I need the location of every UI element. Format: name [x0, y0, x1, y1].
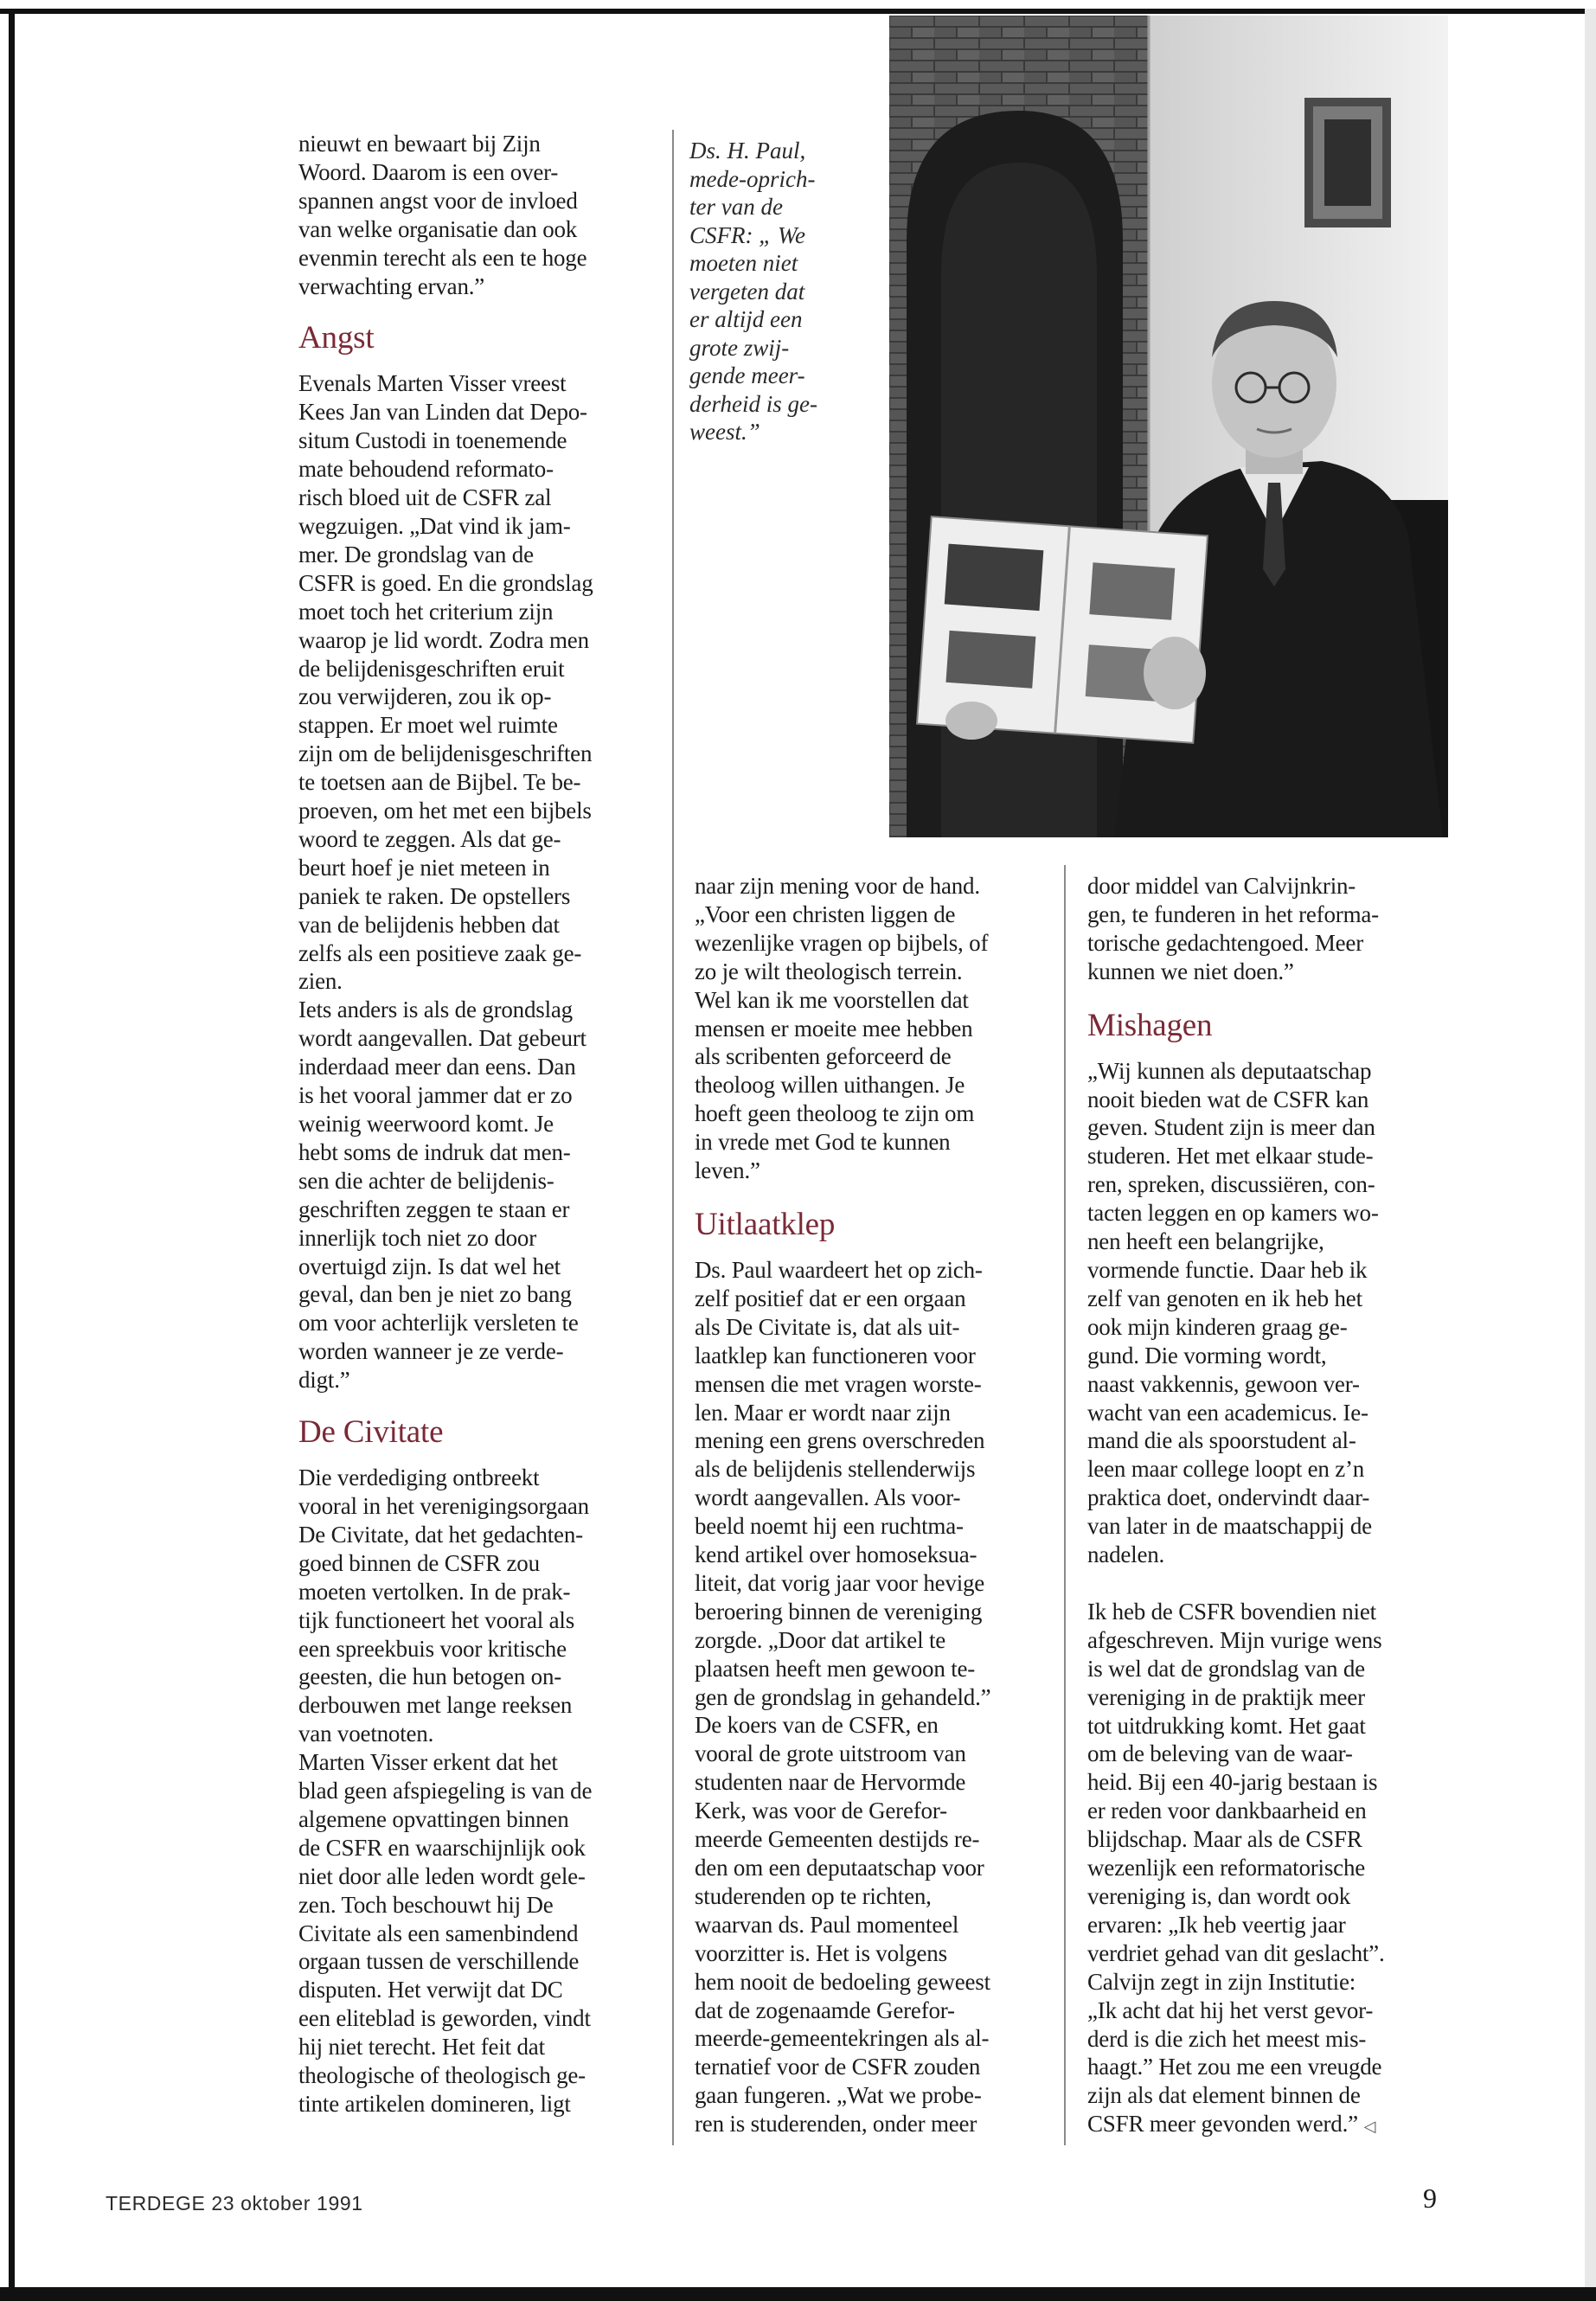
col3-paragraph-1: door middel van Calvijnkrin- gen, te funderen in het reforma- torische gedachtengoed. Meer kunnen we niet doen.” [1087, 873, 1379, 984]
portrait-photo [889, 16, 1448, 837]
heading-angst: Angst [298, 320, 375, 356]
portrait-photo-illustration [889, 16, 1448, 837]
photo-caption: Ds. H. Paul, mede-oprich- ter van de CSFR: „ We moeten niet vergeten dat er altijd een grote zwij- gende meer- derheid is ge- weest.” [689, 138, 817, 445]
col1-intro-paragraph: nieuwt en bewaart bij Zijn Woord. Daarom is een over- spannen angst voor de invloed van welke organisatie dan ook evenmin terecht als een te hoge verwachting ervan.” [298, 131, 587, 299]
col3-paragraph-2: „Wij kunnen als deputaatschap nooit bieden wat de CSFR kan geven. Student zijn is meer dan studeren. Het met elkaar stude- ren, spreken, discussiëren, con- tacten leggen en op kamers wo- nen heeft een belangrijke, vormende functie. Daar heb ik zelf van genoten en ik heb het ook mijn kinderen graag ge- gund. Die vorming wordt, naast vakkennis, gewoon ver- wacht van een academicus. Ie- mand die als spoorstudent al- leen maar college loopt en z’n praktica doet, ondervindt daar- van later in de maatschappij de nadelen. [1087, 1057, 1379, 1568]
page-number: 9 [1423, 2182, 1437, 2214]
col3-paragraph-3-text: Ik heb de CSFR bovendien niet afgeschreven. Mijn vurige wens is wel dat de grondslag van de vereniging in de praktijk meer tot uitdrukking komt. Het gaat om de beleving van de waar- heid. Bij een 40-jarig bestaan is er reden voor dankbaarheid en blijdschap. Maar als de CSFR wezenlijk een reformatorische vereniging is, dan wordt ook ervaren: „Ik heb veertig jaar verdriet gehad van dit geslacht”. Calvijn zegt in zijn Institutie: „Ik acht dat hij het verst gevor- derd is die zich het meest mis- haagt.” Het zou me een vreugde zijn als dat element binnen de CSFR meer gevonden werd.” [1087, 1598, 1385, 2138]
end-of-article-mark: ◁ [1363, 2118, 1376, 2136]
page-border-top [0, 9, 1596, 14]
page-border-left [9, 9, 15, 2292]
col3-paragraph-3 [1087, 1598, 1451, 2141]
page-border-bottom [0, 2287, 1596, 2301]
publication-footer: TERDEGE 23 oktober 1991 [106, 2192, 363, 2214]
column-2 [695, 872, 1058, 2138]
heading-mishagen: Mishagen [1087, 1007, 1213, 1043]
heading-uitlaatklep: Uitlaatklep [695, 1206, 836, 1242]
col2-paragraph-1: naar zijn mening voor de hand. „Voor een christen liggen de wezenlijke vragen op bijbels, of zo je wilt theologisch terrein. Wel kan ik me voorstellen dat mensen er moeite mee hebben als scribenten geforceerd de theoloog willen uithangen. Je hoeft geen theoloog te zijn om in vrede met God te kunnen leven.” [695, 873, 989, 1184]
col2-paragraph-2: Ds. Paul waardeert het op zich- zelf positief dat er een orgaan als De Civitate is, dat als uit- laatklep kan functioneren voor mensen die met vragen worste- len. Maar er wordt naar zijn mening een grens overschreden als de belijdenis stellenderwijs wordt aangevallen. Als voor- beeld noemt hij een ruchtma- kend artikel over homoseksua- liteit, dat vorig jaar voor hevige beroering binnen de vereniging zorgde. „Door dat artikel te plaatsen heeft men gewoon te- gen de grondslag in gehandeld.” De koers van de CSFR, en vooral de grote uitstroom van studenten naar de Hervormde Kerk, was voor de Gerefor- meerde Gemeenten destijds re- den om een deputaatschap voor studerenden op te richten, waarvan ds. Paul momenteel voorzitter is. Het is volgens hem nooit de bedoeling geweest dat de zogenaamde Gerefor- meerde-gemeentekringen als al- ternatief voor de CSFR zouden gaan fungeren. „Wat we probe- ren is studerenden, onder meer [695, 1256, 991, 2138]
angst-paragraph-2: Iets anders is als de grondslag wordt aangevallen. Dat gebeurt inderdaad meer dan eens. Dan is het vooral jammer dat er zo weinig weerwoord komt. Je hebt soms de indruk dat men- sen die achter de belijdenis- geschriften zeggen te staan er innerlijk toch niet zo door overtuigd zijn. Is dat wel het geval, dan ben je niet zo bang om voor achterlijk versleten te worden wanneer je ze verde- digt.” [298, 997, 586, 1394]
heading-de-civitate: De Civitate [298, 1414, 444, 1451]
column-3 [1087, 872, 1451, 2141]
column-rule-2 [1064, 865, 1066, 2145]
civitate-paragraph-1: Die verdediging ontbreekt vooral in het verenigingsorgaan De Civitate, dat het gedachten- goed binnen de CSFR zou moeten vertolken. In de prak- tijk functioneert het vooral als een spreekbuis voor kritische geesten, die hun betogen on- derbouwen met lange reeksen van voetnoten. [298, 1465, 589, 1747]
column-rule-1 [672, 130, 674, 2145]
column-1 [298, 130, 662, 2118]
page-edge-right [1585, 9, 1596, 2292]
angst-paragraph-1: Evenals Marten Visser vreest Kees Jan van Linden dat Depo- situm Custodi in toenemende mate behoudend reformato- risch bloed uit de CSFR zal wegzuigen. „Dat vind ik jam- mer. De grondslag van de CSFR is goed. En die grondslag moet toch het criterium zijn waarop je lid wordt. Zodra men de belijdenisgeschriften eruit zou verwijderen, zou ik op- stappen. Er moet wel ruimte zijn om de belijdenisgeschriften te toetsen aan de Bijbel. Te be- proeven, om het met een bijbels woord te zeggen. Als dat ge- beurt hoef je niet meteen in paniek te raken. De opstellers van de belijdenis hebben dat zelfs als een positieve zaak ge- zien. [298, 370, 593, 995]
civitate-paragraph-2: Marten Visser erkent dat het blad geen afspiegeling is van de algemene opvattingen binnen de CSFR en waarschijnlijk ook niet door alle leden wordt gele- zen. Toch beschouwt hij De Civitate als een samenbindend orgaan tussen de verschillende disputen. Het verwijt dat DC een eliteblad is geworden, vindt hij niet terecht. Het feit dat theologische of theologisch ge- tinte artikelen domineren, ligt [298, 1749, 593, 2117]
